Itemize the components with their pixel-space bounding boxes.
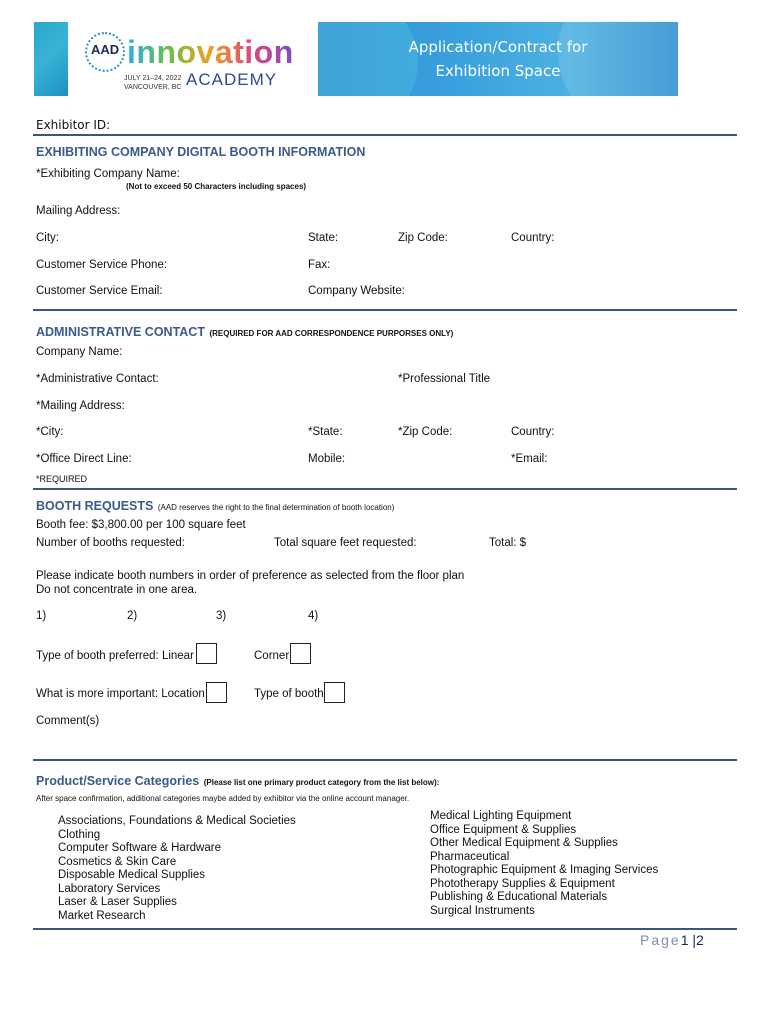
type-of-booth-label: Type of booth: [254, 688, 324, 700]
office-line-label: *Office Direct Line:: [36, 453, 132, 465]
category-item: Pharmaceutical: [430, 850, 510, 863]
digital-booth-heading: EXHIBITING COMPANY DIGITAL BOOTH INFORMATION: [36, 145, 366, 159]
section-divider: [33, 759, 737, 761]
admin-contact-label: *Administrative Contact:: [36, 373, 159, 385]
section-divider: [33, 928, 737, 930]
product-categories-header: [36, 772, 439, 790]
category-item: Laboratory Services: [58, 882, 161, 895]
category-item: Photographic Equipment & Imaging Services: [430, 864, 659, 876]
comments-label: Comment(s): [36, 715, 100, 727]
innovation-word: innovation: [127, 34, 294, 70]
page-total: 2: [696, 932, 704, 948]
company-name-label: *Exhibiting Company Name:: [36, 168, 180, 180]
category-item: Associations, Foundations & Medical Societies: [58, 815, 296, 827]
section-divider: [33, 488, 737, 490]
page-footer: [640, 932, 704, 948]
admin-mailing-address-label: *Mailing Address:: [36, 400, 125, 412]
admin-city-label: *City:: [36, 426, 64, 438]
category-item: Phototherapy Supplies & Equipment: [430, 877, 615, 890]
total-label: Total: $: [489, 537, 527, 549]
importance-label: What is more important: Location: [36, 688, 205, 700]
required-note: *REQUIRED: [36, 474, 88, 484]
booth-requests-header: [36, 497, 394, 515]
page-separator: |: [692, 932, 697, 948]
country-label: Country:: [511, 232, 555, 244]
preference-2: 2): [127, 610, 138, 622]
banner-title-line1: Application/Contract for: [408, 38, 588, 56]
admin-company-name-label: Company Name:: [36, 346, 123, 358]
corner-checkbox[interactable]: [290, 643, 311, 664]
category-item: Other Medical Equipment & Supplies: [430, 837, 618, 849]
banner-decoration: [318, 22, 418, 96]
exhibitor-id-label: Exhibitor ID:: [36, 118, 111, 132]
booth-requests-note: (AAD reserves the right to the final determination of booth location): [157, 503, 395, 512]
category-list-right: [430, 810, 658, 918]
phone-label: Customer Service Phone:: [36, 259, 168, 271]
section-divider: [33, 309, 737, 311]
mailing-address-label: Mailing Address:: [36, 205, 121, 217]
category-item: Disposable Medical Supplies: [58, 869, 206, 881]
product-categories-note: (Please list one primary product category from the list below):: [203, 778, 440, 787]
category-item: Computer Software & Hardware: [58, 842, 221, 854]
professional-title-label: *Professional Title: [398, 373, 491, 385]
city-label: City:: [36, 232, 59, 244]
admin-contact-note: (REQUIRED FOR AAD CORRESPONDENCE PURPORSES ONLY): [209, 329, 454, 338]
booth-fee: Booth fee: $3,800.00 per 100 square feet: [36, 519, 246, 531]
category-item: Cosmetics & Skin Care: [58, 855, 177, 868]
type-of-booth-checkbox[interactable]: [324, 682, 345, 703]
booth-requests-heading: BOOTH REQUESTS: [36, 499, 154, 513]
banner-title-line2: Exhibition Space: [435, 62, 561, 80]
preference-3: 3): [216, 610, 227, 622]
categories-sub-note: After space confirmation, additional categories maybe added by exhibitor via the online account manager.: [36, 794, 410, 803]
admin-state-label: *State:: [308, 426, 343, 438]
aad-logo-text: AAD: [91, 42, 120, 57]
banner-decoration: [558, 22, 678, 96]
fax-label: Fax:: [308, 259, 331, 271]
total-sqft-label: Total square feet requested:: [274, 537, 417, 549]
service-email-label: Customer Service Email:: [36, 285, 163, 297]
preference-note: Do not concentrate in one area.: [36, 584, 198, 596]
mobile-label: Mobile:: [308, 453, 346, 465]
linear-checkbox[interactable]: [196, 643, 217, 664]
header-left-banner: [34, 22, 68, 96]
academy-logo-text: ACADEMY: [186, 70, 278, 89]
logo-date: [124, 74, 181, 92]
category-list-left: [58, 815, 296, 923]
logo-date-line2: VANCOUVER, BC: [124, 84, 182, 91]
aad-logo: [85, 32, 125, 72]
section-divider: [33, 134, 737, 136]
category-item: Publishing & Educational Materials: [430, 891, 608, 903]
logo-date-line1: JULY 21–24, 2022: [124, 75, 182, 82]
header-title-banner: [318, 22, 678, 96]
zip-label: Zip Code:: [398, 232, 448, 244]
innovation-logo-text: [127, 34, 294, 71]
page-word: Page: [640, 932, 681, 948]
preference-4: 4): [308, 610, 319, 622]
category-item: Medical Lighting Equipment: [430, 810, 572, 822]
state-label: State:: [308, 232, 339, 244]
category-item: Clothing: [58, 828, 101, 841]
preference-1: 1): [36, 610, 47, 622]
admin-country-label: Country:: [511, 426, 555, 438]
category-item: Office Equipment & Supplies: [430, 823, 577, 836]
admin-zip-label: *Zip Code:: [398, 426, 453, 438]
admin-contact-header: [36, 323, 453, 341]
preference-instruction: Please indicate booth numbers in order of preference as selected from the floor plan: [36, 570, 465, 582]
website-label: Company Website:: [308, 285, 405, 297]
corner-label: Corner: [254, 650, 290, 662]
category-item: Laser & Laser Supplies: [58, 896, 177, 908]
product-categories-heading: Product/Service Categories: [36, 774, 200, 788]
location-checkbox[interactable]: [206, 682, 227, 703]
admin-contact-heading: ADMINISTRATIVE CONTACT: [36, 325, 205, 339]
category-item: Market Research: [58, 909, 146, 922]
page-number: 1: [680, 932, 689, 948]
admin-email-label: *Email:: [511, 453, 548, 465]
booth-type-label: Type of booth preferred: Linear: [36, 650, 194, 662]
company-name-note: (Not to exceed 50 Characters including spaces): [126, 182, 307, 191]
category-item: Surgical Instruments: [430, 904, 535, 917]
number-of-booths-label: Number of booths requested:: [36, 537, 185, 549]
